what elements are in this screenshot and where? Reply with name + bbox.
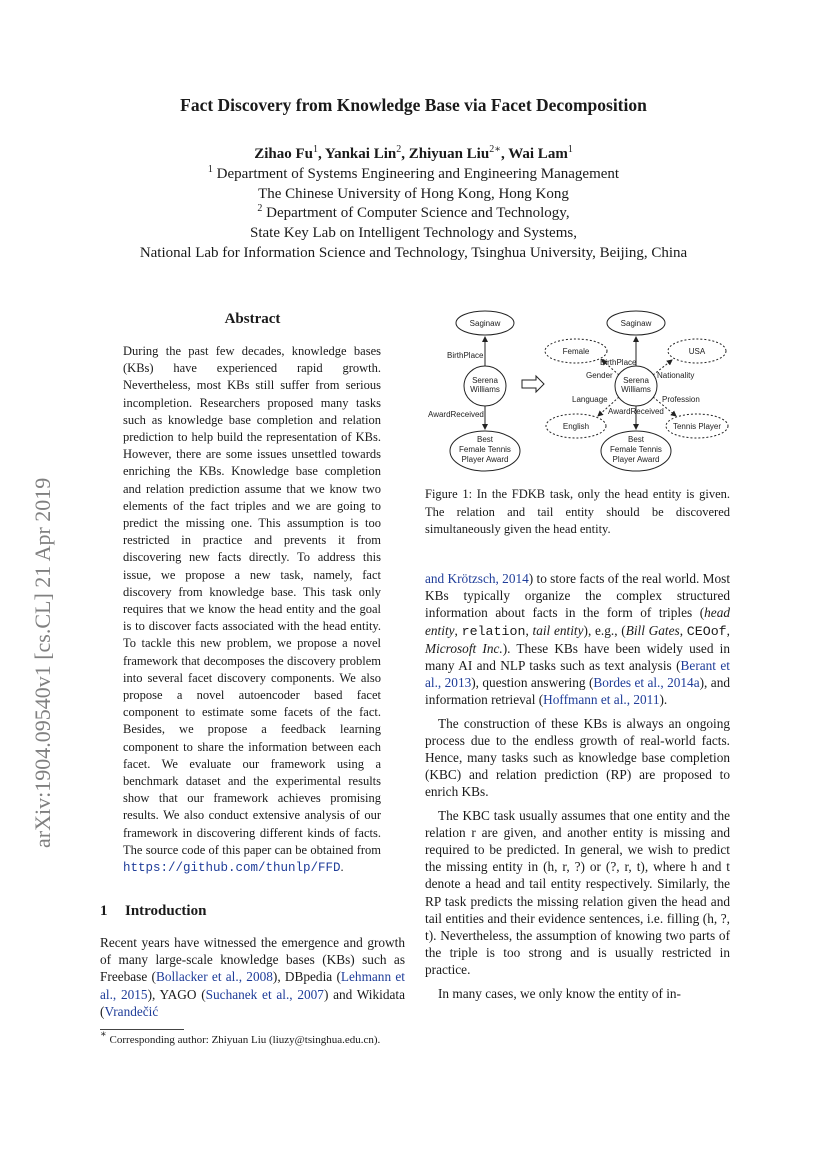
author-4-sup: 1 <box>567 144 573 155</box>
footnote-text: Corresponding author: Zhiyuan Liu (liuzy@tsinghua.edu.cn). <box>109 1034 381 1046</box>
right-award-label-3: Player Award <box>612 455 660 464</box>
author-4: Wai Lam <box>508 146 568 162</box>
intro-paragraph <box>100 934 405 1020</box>
right-award-label-1: Best <box>627 435 645 444</box>
rc-example-tail: Microsoft Inc. <box>425 640 503 656</box>
footnote-rule <box>100 1029 184 1030</box>
affiliation-2-line-1 <box>0 204 827 224</box>
english-label: English <box>562 422 590 431</box>
arxiv-id: arXiv:1904.09540v1 [cs.CL] 21 Apr 2019 <box>30 477 55 848</box>
right-rel-profession: Profession <box>662 395 700 404</box>
left-serena-label-1: Serena <box>472 376 498 385</box>
rc-text-5: ), and information retrieval ( <box>425 675 730 708</box>
rc-head-entity: head entity <box>425 605 730 638</box>
section-number: 1 <box>100 903 108 919</box>
left-rel-birthplace: BirthPlace <box>447 351 484 360</box>
paper-title: Fact Discovery from Knowledge Base via Facet Decomposition <box>180 95 647 115</box>
right-rel-gender: Gender <box>586 371 613 380</box>
author-names: Zihao Fu$^1$, Yankai Lin$^2$, Zhiyuan Liu$^{2∗}$, Wai Lam$^1$ <box>254 144 573 162</box>
rc-example-head: Bill Gates <box>625 622 680 638</box>
rc-tail-entity: tail entity <box>532 622 584 638</box>
citation-bollacker[interactable]: Bollacker et al., 2008 <box>155 969 273 985</box>
right-paragraph-1 <box>425 570 730 709</box>
footnote <box>100 1029 405 1048</box>
left-rel-award: AwardReceived <box>428 410 484 419</box>
source-code-link[interactable]: https://github.com/thunlp/FFD <box>123 861 341 876</box>
author-1: Zihao Fu <box>254 146 313 162</box>
aff1-text: Department of Systems Engineering and Engineering Management <box>216 165 620 182</box>
right-award-label-2: Female Tennis <box>610 445 662 454</box>
citation-kroetzsch[interactable]: and Krötzsch, 2014 <box>425 571 529 586</box>
aff2-sup: 2 <box>257 203 263 215</box>
citation-lehmann[interactable]: Lehmann et al., 2015 <box>100 969 405 1002</box>
abstract-end: . <box>340 860 344 875</box>
intro-text-2: ), DBpedia ( <box>272 969 341 985</box>
rc-sep-2: , <box>525 622 533 638</box>
right-paragraph-4: In many cases, we only know the entity of in- <box>438 985 681 1001</box>
author-3: Zhiyuan Liu <box>408 146 490 162</box>
female-label: Female <box>562 347 590 356</box>
right-paragraph-2: The construction of these KBs is always an ongoing process due to the endless growth of real-world facts. Hence, many tasks such as knowledge base completion (KBC) and relation prediction (RP) are proposed to enrich KBs. <box>425 715 730 800</box>
author-1-sup: 1 <box>312 144 318 155</box>
author-2: Yankai Lin <box>324 146 397 162</box>
usa-label: USA <box>688 347 706 356</box>
abstract-text: During the past few decades, knowledge bases (KBs) have experienced rapid growth. Nevertheless, most KBs still suffer from serious incompletion. Researchers proposed many tasks such as knowledge base completion and relation prediction to help build the representation of KBs. However, there are some issues unsettled towards enriching the KBs. Knowledge base completion and relation prediction assume that we know two elements of the fact triples and we are going to predict the missing one. This assumption is too restricted in practice and prevents it from discovering new facts directly. To address this issue, we propose a new task, namely, fact discovery from knowledge base. This task only requires that we know the head entity and the goal is to discover facts associated with the head entity. To tackle this new problem, we propose a novel framework that decomposes the discovery problem into several facet discovery components. We also propose a novel autoencoder based facet component to estimate some facets of the fact. Besides, we propose a feedback learning component to share the information between each facet. We evaluate our framework using a benchmark dataset and the experimental results show that our framework achieves promising results. We also conduct extensive analysis of our framework in discovering different kinds of facts. The source code of this paper can be obtained from <box>123 344 381 857</box>
aff2-text: Department of Computer Science and Technology, <box>266 205 570 222</box>
left-serena-label-2: Williams <box>470 385 500 394</box>
affiliation-1-line-1 <box>0 165 827 185</box>
citation-vrandecic[interactable]: Vrandečić <box>104 1003 159 1019</box>
rc-text-1: ) to store facts of the real world. Most KBs typically organize the complex structured information about facts in the form of triples ( <box>425 571 731 621</box>
left-award-label-1: Best <box>476 435 494 444</box>
figure-1-diagram <box>422 306 732 474</box>
arxiv-stamp <box>24 330 60 850</box>
right-column <box>425 570 730 1002</box>
author-3-sup: 2∗ <box>489 144 501 155</box>
right-graph <box>545 311 728 471</box>
left-award-label-2: Female Tennis <box>459 445 511 454</box>
abstract-body <box>123 343 381 877</box>
right-saginaw-label: Saginaw <box>620 319 652 328</box>
citation-suchanek[interactable]: Suchanek et al., 2007 <box>205 986 324 1002</box>
left-award-label-3: Player Award <box>461 455 509 464</box>
citation-bordes[interactable]: Bordes et al., 2014a <box>593 675 700 691</box>
rc-text-2: ), e.g., ( <box>583 622 626 638</box>
rc-sep-1: , <box>454 622 462 638</box>
right-serena-label-2: Williams <box>621 385 651 394</box>
rc-sep-3: , <box>679 622 687 638</box>
rc-example-relation: CEOof <box>686 623 727 639</box>
author-2-sup: 2 <box>396 144 402 155</box>
caption-text: In the FDKB task, only the head entity is given. The relation and tail entity should be discovered simultaneously given the head entity. <box>425 487 730 536</box>
footnote-mark: ∗ <box>100 1029 107 1040</box>
section-heading <box>100 903 206 920</box>
right-rel-birthplace: BirthPlace <box>600 358 637 367</box>
right-serena-label-1: Serena <box>623 376 649 385</box>
aff1-sup: 1 <box>207 163 213 175</box>
right-rel-award: AwardReceived <box>608 407 664 416</box>
citation-hoffmann[interactable]: Hoffmann et al., 2011 <box>543 692 660 708</box>
figure-1-caption <box>425 486 730 539</box>
section-title: Introduction <box>125 903 207 919</box>
affiliation-2-line-3: National Lab for Information Science and Technology, Tsinghua University, Beijing, China <box>139 244 688 261</box>
transform-arrow <box>522 376 544 392</box>
left-saginaw-label: Saginaw <box>469 319 501 328</box>
intro-text-1: Recent years have witnessed the emergence and growth of many large-scale knowledge bases (KBs) such as Freebase ( <box>100 935 405 985</box>
affiliation-1-line-2: The Chinese University of Hong Kong, Hong Kong <box>258 185 569 202</box>
caption-label: Figure 1: <box>425 487 473 501</box>
affiliation-2-line-2: State Key Lab on Intelligent Technology and Systems, <box>250 225 577 242</box>
tennis-label: Tennis Player <box>672 422 722 431</box>
author-block <box>0 145 827 264</box>
rc-text-6: ). <box>659 692 668 708</box>
right-rel-language: Language <box>572 395 608 404</box>
rc-text-3: ). These KBs have been widely used in many AI and NLP tasks such as text analysis ( <box>425 640 730 674</box>
left-graph <box>428 311 520 471</box>
right-paragraph-3: The KBC task usually assumes that one entity and the relation r are given, and another entity is missing and required to be predicted. In general, we wish to predict the missing entity in (h, r, ?) or (?, r, t), where h and t denote a head and tail entity respectively. Similarly, the RP task predicts the missing relation given the head and tail entities and their evidence sentences, i.e. filling (h, ?, t). Nevertheless, the assumption of knowing two parts of the triple is too strong and is usually restricted in practice. <box>425 807 730 978</box>
right-rel-nationality: Nationality <box>657 371 695 380</box>
rc-text-4: ), question answering ( <box>471 675 594 691</box>
abstract-heading: Abstract <box>224 311 281 327</box>
intro-text-3: ), YAGO ( <box>147 986 206 1002</box>
rc-sep-4: , <box>726 622 730 638</box>
citation-berant[interactable]: Berant et al., 2013 <box>425 658 730 691</box>
intro-text-4: ) and Wikidata ( <box>100 986 405 1019</box>
rc-relation: relation <box>461 623 526 639</box>
